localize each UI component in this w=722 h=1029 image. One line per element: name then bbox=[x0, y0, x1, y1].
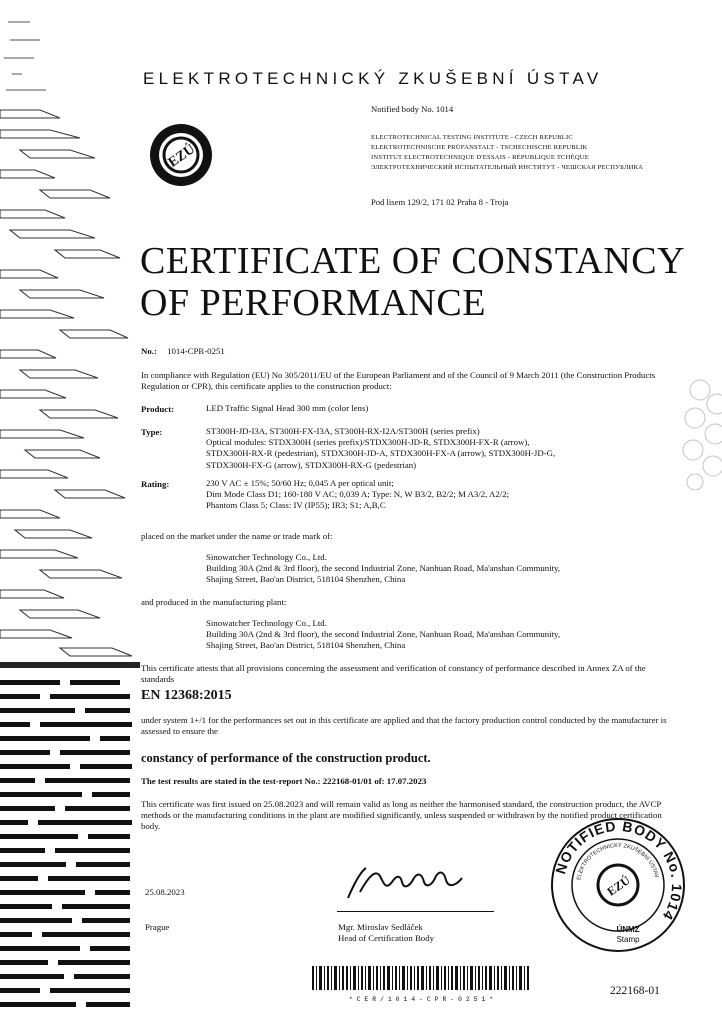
manufacturer-line: Building 30A (2nd & 3rd floor), the second Industrial Zone, Nanhuan Road, Ma'anshan Community, bbox=[206, 563, 561, 574]
plant-line: Building 30A (2nd & 3rd floor), the second Industrial Zone, Nanhuan Road, Ma'anshan Community, bbox=[206, 629, 561, 640]
signatory-name: Mgr. Miroslav Sedláček bbox=[338, 922, 423, 932]
notified-body-stamp bbox=[548, 815, 688, 955]
plant-line: Sinowatcher Technology Co., Ltd. bbox=[206, 618, 327, 628]
produced-in-text: and produced in the manufacturing plant: bbox=[141, 597, 287, 607]
report-id: 222168-01 bbox=[610, 985, 660, 997]
certificate-number-value: 1014-CPR-0251 bbox=[167, 346, 225, 356]
product-label: Product: bbox=[141, 404, 175, 414]
signature-line bbox=[337, 911, 494, 912]
signature-scribble bbox=[340, 862, 480, 906]
manufacturer-block bbox=[206, 552, 686, 586]
type-line: STDX300H-RX-R (pedestrian), STDX300H-JD-A, STDX300H-FX-A (arrow), STDX300H-JD-G, bbox=[206, 448, 556, 459]
compliance-text: In compliance with Regulation (EU) No 305/2011/EU of the European Parliament and of the Council of 9 March 2011 (the Construction Products Regulation or CPR), this certificate applies to the construction product: bbox=[141, 370, 656, 392]
signature bbox=[340, 862, 480, 906]
plant-block bbox=[206, 618, 686, 652]
type-line: Optical modules: STDX300H (series prefix)/STDX300H-JD-R, STDX300H-FX-R (arrow), bbox=[206, 437, 530, 448]
signatory-title: Head of Certification Body bbox=[338, 933, 435, 944]
attests-text: This certificate attests that all provisions concerning the assessment and verification of constancy of performance described in Annex ZA of the standards bbox=[141, 663, 646, 685]
rating-line: 230 V AC ± 15%; 50/60 Hz; 0,045 A per optical unit; bbox=[206, 478, 394, 488]
stamp-label: Stamp bbox=[616, 935, 640, 944]
certificate-number-label: No.: bbox=[141, 346, 157, 356]
institute-name: ELEKTROTECHNICKÝ ZKUŠEBNÍ ÚSTAV bbox=[143, 69, 603, 88]
rating-label: Rating: bbox=[141, 479, 170, 489]
name-fr: INSTITUT ELECTROTECHNIQUE D'ESSAIS - RÉPUBLIQUE TCHÈQUE bbox=[371, 154, 589, 161]
rating-line: Phantom Class 5; Class: IV (IP55); IR3; S1; A,B,C bbox=[206, 500, 386, 511]
stamp-unmz: ÚNMZ bbox=[616, 925, 640, 934]
type-label: Type: bbox=[141, 427, 163, 437]
stamp-emblem: EZÚ bbox=[604, 873, 633, 899]
manufacturer-line: Shajing Street, Bao'an District, 518104 Shenzhen, China bbox=[206, 574, 406, 585]
standard: EN 12368:2015 bbox=[141, 688, 232, 703]
issue-place: Prague bbox=[145, 922, 170, 932]
manufacturer-line: Sinowatcher Technology Co., Ltd. bbox=[206, 552, 327, 562]
logo-text: EZÚ bbox=[165, 141, 198, 171]
address: Pod lisem 129/2, 171 02 Praha 8 - Troja bbox=[371, 197, 509, 207]
system-text: under system 1+/1 for the performances set out in this certificate are applied and that the factory production control conducted by the manufacturer is assessed to ensure the bbox=[141, 715, 667, 737]
notified-body: Notified body No. 1014 bbox=[371, 104, 454, 114]
institute-translations bbox=[371, 133, 643, 173]
title-line-2: OF PERFORMANCE bbox=[140, 282, 486, 324]
signature-text bbox=[340, 862, 344, 863]
logo bbox=[148, 122, 214, 188]
barcode-bars bbox=[312, 966, 530, 990]
stamp-inner-text: ELEKTROTECHNICKÝ ZKUŠEBNÍ ÚSTAV bbox=[576, 842, 660, 881]
validity-text: This certificate was first issued on 25.08.2023 and will remain valid as long as neither the harmonised standard, the construction product, the AVCP methods or the manufacturing conditions in the plant are modified significantly, unless suspended or withdrawn by the notified product certification body. bbox=[141, 799, 662, 832]
stamp-ring-text: NOTIFIED BODY No. 1014 bbox=[552, 817, 686, 924]
placed-on-market-text: placed on the market under the name or trade mark of: bbox=[141, 531, 333, 541]
type-line: ST300H-JD-I3A, ST300H-FX-I3A, ST300H-RX-I2A/ST300H (series prefix) bbox=[206, 426, 480, 436]
product-value: LED Traffic Signal Head 300 mm (color lens) bbox=[206, 403, 369, 413]
plant-line: Shajing Street, Bao'an District, 518104 Shenzhen, China bbox=[206, 640, 406, 651]
type-line: STDX300H-FX-G (arrow), STDX300H-RX-G (pedestrian) bbox=[206, 459, 417, 470]
left-decorative-band bbox=[0, 0, 140, 1024]
barcode-caption: * C E R / 1 0 1 4 - C P R - 0 2 5 1 * bbox=[348, 996, 494, 1003]
certificate-number bbox=[141, 346, 225, 357]
name-en: ELECTROTECHNICAL TESTING INSTITUTE - CZECH REPUBLIC bbox=[371, 134, 573, 141]
security-pattern bbox=[0, 0, 140, 1024]
title-line-1: CERTIFICATE OF CONSTANCY bbox=[140, 240, 686, 282]
signatory-block bbox=[338, 922, 434, 944]
rating-line: Dim Mode Class D1; 160-180 V AC; 0,039 A; Type: N, W B3/2, B2/2; M A3/2, A2/2; bbox=[206, 489, 510, 500]
type-values bbox=[206, 426, 686, 471]
name-de: ELEKTROTECHNISCHE PRÜFANSTALT - TSCHECHISCHE REPUBLIK bbox=[371, 144, 588, 151]
rating-values bbox=[206, 478, 686, 512]
test-results-text: The test results are stated in the test-report No.: 222168-01/01 of: 17.07.2023 bbox=[141, 776, 427, 786]
stamp-graphic bbox=[548, 815, 688, 955]
ezu-logo-icon bbox=[148, 122, 214, 188]
barcode bbox=[312, 966, 530, 1003]
constancy-heading: constancy of performance of the construction product. bbox=[141, 751, 431, 765]
name-ru: ЭЛЕКТРОТЕХНИЧЕСКИЙ ИСПЫТАТЕЛЬНЫЙ ИНСТИТУТ - ЧЕШСКАЯ РЕСПУБЛИКА bbox=[371, 164, 644, 171]
issue-date: 25.08.2023 bbox=[145, 887, 185, 897]
